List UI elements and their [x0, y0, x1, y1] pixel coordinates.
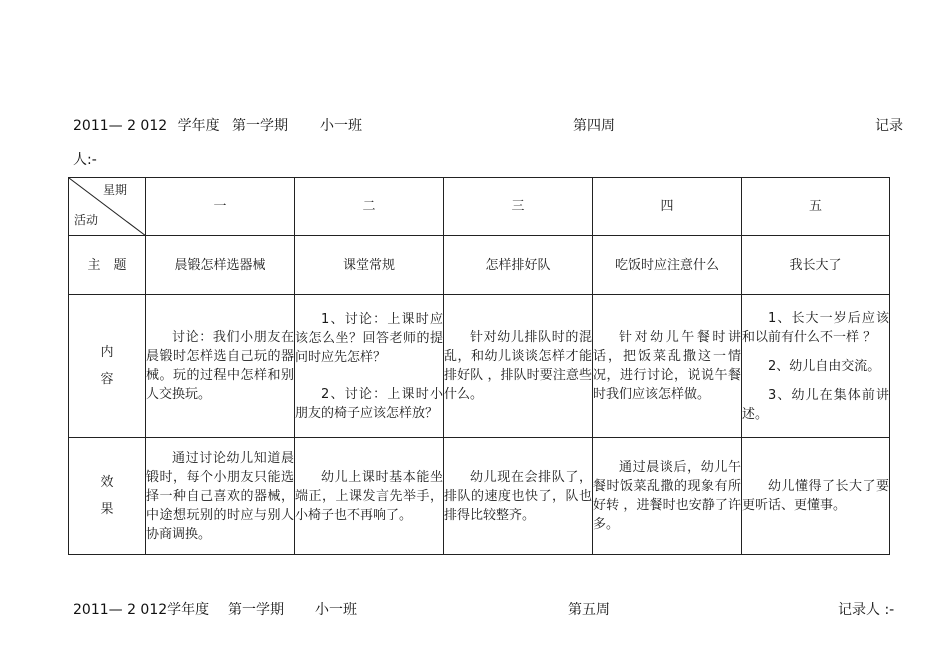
content-row [69, 295, 890, 438]
content-label [69, 295, 146, 438]
weekday-header: 二 [295, 178, 444, 236]
weekday-row [69, 178, 890, 236]
header-class: 小一班 [320, 118, 362, 134]
content-text: 1、长大一岁后应该和以前有什么不一样 ？ [742, 310, 889, 345]
content-text: 2、讨论：上课时小朋友的椅子应该怎样放？ [295, 386, 443, 421]
theme-cell: 课堂常规 [295, 236, 444, 295]
effect-text: 通过讨论幼儿知道晨锻时，每个小朋友只能选择一种自己喜欢的器械，中途想玩别的时应与别人协商调换。 [146, 450, 294, 542]
effect-label [69, 438, 146, 555]
content-cell-thu [593, 295, 742, 438]
content-cell-tue [295, 295, 444, 438]
header-semester: 第一学期 [232, 118, 288, 134]
header-recorder-cont: 人:- [73, 152, 97, 168]
effect-label-char: 效 [100, 475, 114, 490]
theme-cell: 怎样排好队 [444, 236, 593, 295]
effect-label-char: 果 [100, 502, 114, 517]
content-text: 1、讨论：上课时应该怎么坐？回答老师的提问时应先怎样？ [295, 311, 443, 365]
header2-week: 第五周 [568, 602, 610, 618]
content-cell-fri [742, 295, 890, 438]
content-text: 2、幼儿自由交流。 [768, 358, 881, 374]
content-label-char: 容 [100, 372, 114, 387]
corner-weekday-label: 星期 [102, 183, 127, 197]
content-cell-wed [444, 295, 593, 438]
weekday-header: 四 [593, 178, 742, 236]
content-label-char: 内 [100, 345, 114, 360]
content-text: 针对幼儿午餐时讲话，把饭菜乱撒这一情况，进行讨论，说说午餐时我们应该怎样做。 [593, 330, 741, 402]
theme-cell: 晨锻怎样选器械 [146, 236, 295, 295]
corner-activity-label: 活动 [74, 213, 99, 227]
header-year [73, 117, 220, 135]
content-cell-mon [146, 295, 295, 438]
effect-text: 幼儿现在会排队了，排队的速度也快了，队也排得比较整齐。 [444, 469, 592, 523]
content-text: 讨论：我们小朋友在晨锻时怎样选自己玩的器械。玩的过程中怎样和别人交换玩。 [146, 330, 294, 402]
content-text: 针对幼儿排队时的混乱，和幼儿谈谈怎样才能排好队 ，排队时要注意些什么。 [444, 330, 592, 402]
effect-cell-thu [593, 438, 742, 555]
header2-semester: 第一学期 [228, 602, 284, 618]
effect-text: 通过晨谈后，幼儿午餐时饭菜乱撒的现象有所好转 ，进餐时也安静了许多。 [593, 460, 741, 532]
year-range: 2011— 2 012 [73, 118, 168, 134]
header-week: 第四周 [573, 118, 615, 134]
corner-cell [69, 178, 146, 236]
weekday-header: 三 [444, 178, 593, 236]
theme-row [69, 236, 890, 295]
year-label: 学年度 [177, 118, 220, 134]
effect-cell-wed [444, 438, 593, 555]
effect-row [69, 438, 890, 555]
weekday-header: 一 [146, 178, 295, 236]
theme-cell: 我长大了 [742, 236, 890, 295]
effect-cell-mon [146, 438, 295, 555]
header2-class: 小一班 [315, 602, 357, 618]
header-recorder: 记录 [875, 118, 903, 134]
header2-year: 2011— 2 012学年度 [73, 602, 210, 618]
effect-text: 幼儿上课时基本能坐端正，上课发言先举手，小椅子也不再响了。 [295, 469, 443, 523]
header2-recorder: 记录人 :- [838, 602, 895, 618]
weekday-header: 五 [742, 178, 890, 236]
content-text: 3、幼儿在集体前讲述。 [742, 387, 889, 422]
effect-text: 幼儿懂得了长大了要更听话、更懂事。 [742, 479, 889, 513]
theme-cell: 吃饭时应注意什么 [593, 236, 742, 295]
schedule-table [68, 177, 890, 555]
effect-cell-fri [742, 438, 890, 555]
effect-cell-tue [295, 438, 444, 555]
theme-label: 主 题 [69, 236, 146, 295]
